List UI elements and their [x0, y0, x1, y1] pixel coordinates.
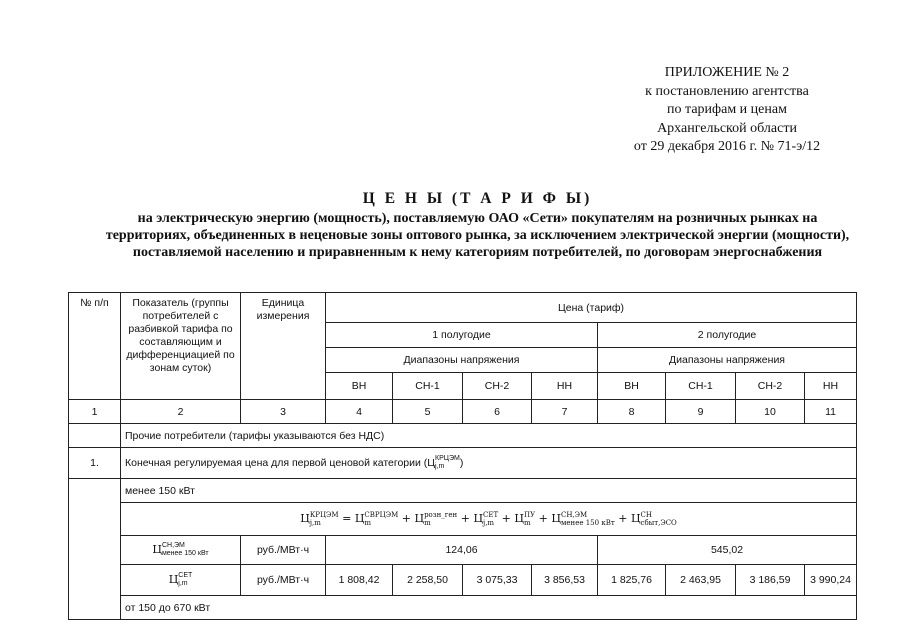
header-row — [69, 293, 857, 323]
col-number: 7 — [532, 400, 598, 424]
appendix-line: Архангельской области — [657, 120, 797, 136]
row-label-sn: ЦСН,ЭМ менее 150 кВт — [121, 536, 241, 565]
row-number: 1. — [69, 448, 121, 479]
section-other-consumers: Прочие потребители (тарифы указываются без НДС) — [121, 424, 857, 448]
appendix-line: по тарифам и ценам — [667, 102, 787, 117]
header-voltage: СН-2 — [736, 373, 805, 400]
title-subtitle: на электрическую энергию (мощность), поставляемую ОАО «Сети» покупателям на розничных рынках на территориях, объединенных в неценовые зоны оптового рынка, за исключением электрической энергии (мощности), поставляемой населению и приравненным к нему категориям потребителей, по договорам энергоснабжения — [105, 211, 850, 260]
subsection-row — [69, 479, 857, 503]
value-cell: 3 075,33 — [463, 565, 532, 596]
tariff-table — [68, 292, 857, 620]
formula-row — [69, 503, 857, 536]
header-ranges1: Диапазоны напряжения — [326, 348, 598, 373]
col-number: 2 — [121, 400, 241, 424]
row-final-price: Конечная регулируемая цена для первой ценовой категории (ЦКРЦЭМ j,m ) — [121, 448, 857, 479]
header-half1: 1 полугодие — [326, 323, 598, 348]
empty-cell — [69, 479, 121, 620]
table-row — [69, 536, 857, 565]
header-voltage: НН — [805, 373, 857, 400]
col-number: 4 — [326, 400, 393, 424]
header-voltage: ВН — [598, 373, 666, 400]
value-cell: 1 825,76 — [598, 565, 666, 596]
header-num: № п/п — [69, 293, 121, 400]
subsection-150-670: от 150 до 670 кВт — [121, 596, 857, 620]
value-cell: 1 808,42 — [326, 565, 393, 596]
header-ranges2: Диапазоны напряжения — [598, 348, 857, 373]
appendix-line: к постановлению агентства — [645, 83, 809, 99]
header-indicator: Показатель (группы потребителей с разбивкой тарифа по составляющим и дифференциацией по зонам суток) — [121, 293, 241, 400]
row-unit: руб./МВт·ч — [241, 536, 326, 565]
header-voltage: СН-1 — [666, 373, 736, 400]
subsection-row — [69, 596, 857, 620]
value-half1: 124,06 — [326, 536, 598, 565]
appendix-number: ПРИЛОЖЕНИЕ № 2 — [664, 65, 790, 80]
table-row — [69, 565, 857, 596]
value-half2: 545,02 — [598, 536, 857, 565]
price-formula: ЦКРЦЭМ j,m = ЦСВРЦЭМ m + Црозн_ген m + ЦСЕТ j,m + ЦПУ m + ЦСН,ЭМ менее 150 кВт + ЦСН сбыт,ЭСО — [121, 503, 857, 536]
empty-cell — [69, 424, 121, 448]
col-number: 1 — [69, 400, 121, 424]
appendix-date: от 29 декабря 2016 г. № 71-э/12 — [633, 139, 821, 154]
header-unit: Единица измерения — [241, 293, 326, 400]
row-unit: руб./МВт·ч — [241, 565, 326, 596]
subsection-less-150: менее 150 кВт — [121, 479, 857, 503]
col-number: 3 — [241, 400, 326, 424]
value-cell: 3 990,24 — [805, 565, 857, 596]
col-number: 8 — [598, 400, 666, 424]
row-final-price-text: Конечная регулируемая цена для первой ценовой категории (Ц — [125, 456, 436, 469]
header-voltage: НН — [532, 373, 598, 400]
symbol-indices: КРЦЭМ j,m — [435, 455, 460, 470]
header-half2: 2 полугодие — [598, 323, 857, 348]
col-number: 5 — [393, 400, 463, 424]
value-cell: 2 463,95 — [666, 565, 736, 596]
value-cell: 2 258,50 — [393, 565, 463, 596]
document-title — [100, 190, 855, 261]
value-cell: 3 856,53 — [532, 565, 598, 596]
row-label-set: ЦСЕТ j,m — [121, 565, 241, 596]
title-heading: Ц Е Н Ы (Т А Р И Ф Ы) — [362, 190, 593, 207]
col-number: 11 — [805, 400, 857, 424]
appendix-block — [597, 64, 857, 157]
col-number: 10 — [736, 400, 805, 424]
header-voltage: СН-1 — [393, 373, 463, 400]
table-row — [69, 448, 857, 479]
value-cell: 3 186,59 — [736, 565, 805, 596]
col-number: 9 — [666, 400, 736, 424]
section-row — [69, 424, 857, 448]
column-number-row — [69, 400, 857, 424]
col-number: 6 — [463, 400, 532, 424]
header-voltage: ВН — [326, 373, 393, 400]
header-voltage: СН-2 — [463, 373, 532, 400]
header-price: Цена (тариф) — [326, 293, 857, 323]
